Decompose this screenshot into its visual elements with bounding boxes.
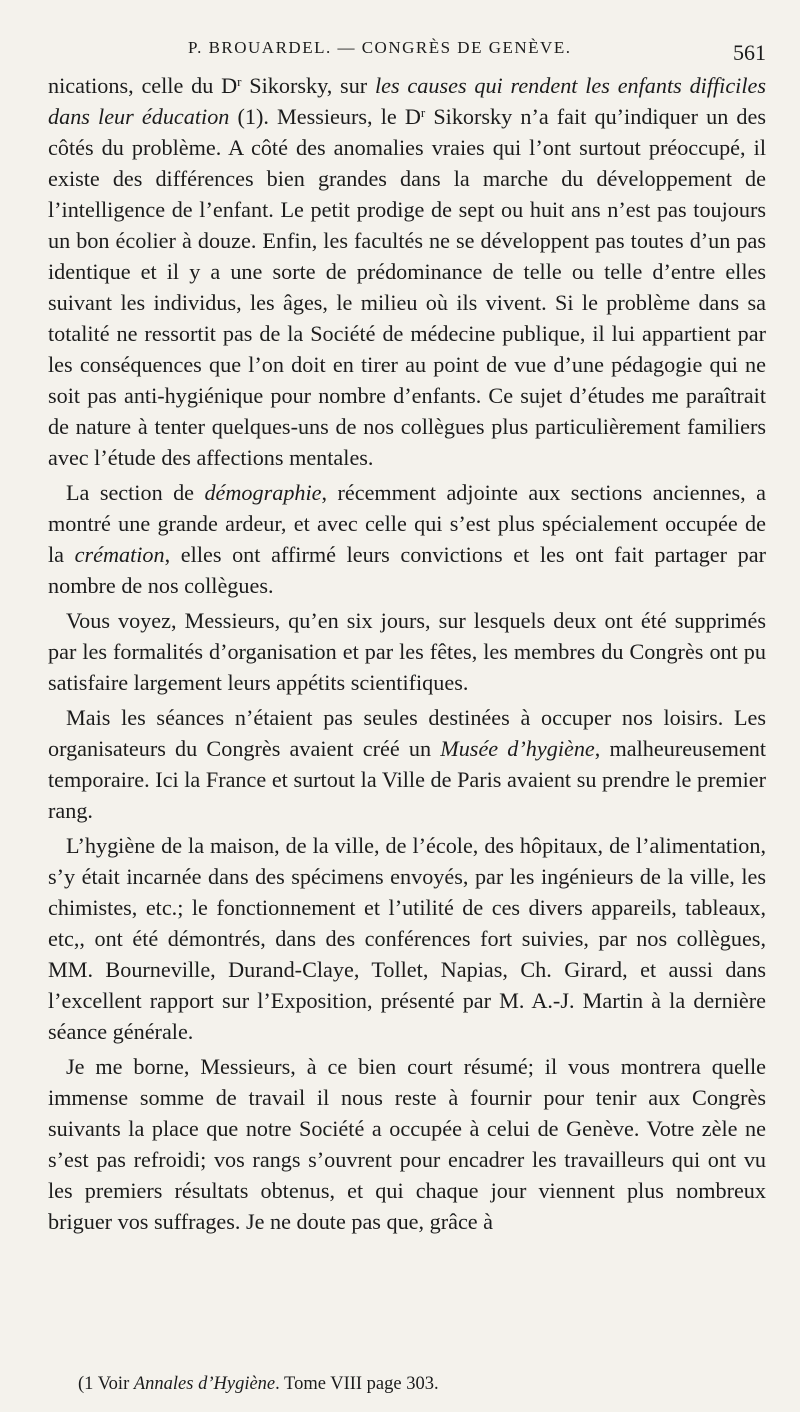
text-run: , récemment adjointe aux sections anciennes, a montré une grande ardeur, et avec celle qui s’est plus spécialement occupée de la xyxy=(48,480,766,567)
text-run: , malheureusement temporaire. Ici la France et surtout la Ville de Paris avaient su prendre le premier rang. xyxy=(48,736,766,823)
paragraph-5 xyxy=(48,830,766,1047)
text-run: Sikorsky, sur xyxy=(241,73,375,98)
footnote xyxy=(78,1374,439,1395)
text-run: , elles ont affirmé leurs convictions et les ont fait partager par nombre de nos collègues. xyxy=(48,542,766,598)
paragraph-4 xyxy=(48,702,766,826)
footnote-source: Annales d’Hygiène xyxy=(133,1374,276,1394)
running-head xyxy=(48,30,766,70)
paragraph-6 xyxy=(48,1051,766,1237)
text-run: Vous voyez, Messieurs, qu’en six jours, sur lesquels deux ont été supprimés par les formalités d’organisation et par les fêtes, les membres du Congrès ont pu satisfaire largement leurs appétits scientifiques. xyxy=(48,608,766,695)
text-run: Sikorsky n’a fait qu’indiquer un des côtés du problème. A côté des anomalies vraies qui l’ont surtout préoccupé, il existe des différences bien grandes dans la marche du développement de l’intelligence de l’enfant. Le petit prodige de sept ou huit ans n’est pas toujours un bon écolier à douze. Enfin, les facultés ne se développent pas toutes d’un pas identique et il y a une sorte de prédominance de telle ou telle d’entre elles suivant les individus, les âges, le milieu où ils vivent. Si le problème dans sa totalité ne ressortit pas de la Société de médecine publique, il lui appartient par les conséquences que l’on doit en tirer au point de vue d’une pédagogie qui ne soit pas anti-hygiénique pour nombre d’enfants. Ce sujet d’études me paraîtrait de nature à tenter quelques-uns de nos collègues plus particulièrement familiers avec l’étude des affections mentales. xyxy=(48,104,766,470)
body-text xyxy=(48,70,766,1237)
italic-phrase: crémation xyxy=(74,542,165,567)
text-run: Je me borne, Messieurs, à ce bien court résumé; il vous montrera quelle immense somme de travail il nous reste à fournir pour tenir aux Congrès suivants la place que notre Société a occupée à celui de Genève. Votre zèle ne s’est pas refroidi; vos rangs s’ouvrent pour encadrer les travailleurs qui ont vu les premiers résultats obtenus, et qui chaque jour viennent plus nombreux briguer vos suffrages. Je ne doute pas que, grâce à xyxy=(48,1054,766,1234)
paragraph-3 xyxy=(48,605,766,698)
italic-phrase: démographie xyxy=(204,480,322,505)
superscript: r xyxy=(237,74,242,89)
text-run: nications, celle du D xyxy=(48,73,238,98)
paragraph-1 xyxy=(48,70,766,473)
page-number: 561 xyxy=(733,40,766,65)
text-run: La section de xyxy=(66,480,205,505)
italic-phrase: les causes qui rendent les enfants difficiles dans leur éducation xyxy=(48,73,766,129)
running-title: P. BROUARDEL. — CONGRÈS DE GENÈVE. xyxy=(188,38,572,57)
text-run: Mais les séances n’étaient pas seules destinées à occuper nos loisirs. Les organisateurs du Congrès avaient créé un xyxy=(48,705,766,761)
footnote-suffix: . Tome VIII page 303. xyxy=(275,1374,439,1394)
text-run: (1). Messieurs, le D xyxy=(229,104,421,129)
footnote-prefix: (1 Voir xyxy=(78,1374,134,1394)
paragraph-2 xyxy=(48,477,766,601)
text-run: L’hygiène de la maison, de la ville, de l’école, des hôpitaux, de l’alimentation, s’y était incarnée dans des spécimens envoyés, par les ingénieurs de la ville, les chimistes, etc.; le fonctionnement et l’utilité de ces divers appareils, tableaux, etc,, ont été démontrés, dans des conférences fort suivies, par nos collègues, MM. Bourneville, Durand-Claye, Tollet, Napias, Ch. Girard, et aussi dans l’excellent rapport sur l’Exposition, présenté par M. A.-J. Martin à la dernière séance générale. xyxy=(48,833,766,1044)
italic-phrase: Musée d’hygiène xyxy=(440,736,595,761)
superscript: r xyxy=(420,105,426,120)
